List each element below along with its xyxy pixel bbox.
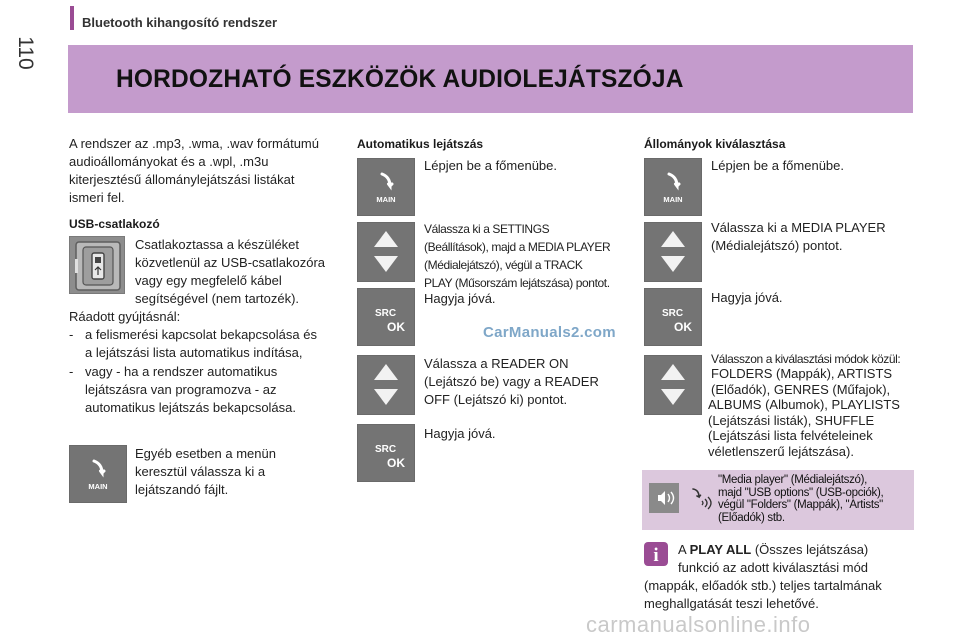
main-button-icon (644, 158, 702, 216)
info-rest: (Összes lejátszása) (751, 542, 869, 557)
info-prefix: A (678, 542, 690, 557)
header-title: Bluetooth kihangosító rendszer (82, 15, 278, 30)
info-icon (644, 542, 668, 566)
usb-connector-icon (69, 236, 125, 294)
voice-line: végül "Folders" (Mappák), "Artists" (718, 499, 883, 511)
step-line: (Lejátszó be) vagy a READER (424, 374, 599, 389)
other-line: Egyéb esetben a menün (135, 446, 276, 461)
file-select-heading: Állományok kiválasztása (644, 137, 786, 151)
up-down-arrows-icon (644, 222, 702, 282)
step-line: (Beállítások), majd a MEDIA PLAYER (424, 240, 611, 254)
info-line: (mappák, előadók stb.) teljes tartalmának (644, 578, 882, 593)
src-label: SRC (375, 308, 397, 319)
file-step1: Lépjen be a főmenübe. (711, 158, 844, 173)
auto-step4 (424, 355, 634, 409)
auto-play-heading: Automatikus lejátszás (357, 137, 484, 151)
step-line: Válassza ki a MEDIA PLAYER (711, 220, 886, 235)
bullet-line: vagy - ha a rendszer automatikus (85, 364, 278, 379)
bullet-line: lejátszásra van programozva - az (85, 382, 277, 397)
src-label: SRC (375, 444, 397, 455)
other-text (135, 445, 335, 499)
intro-line: kiterjesztésű állománylejátszási listákat (69, 172, 295, 187)
src-ok-button-icon (357, 288, 415, 346)
bullet-item (69, 363, 349, 417)
usb-line: vagy egy megfelelő kábel (135, 273, 282, 288)
file-step2 (711, 219, 911, 255)
file-step3: Hagyja jóvá. (711, 290, 783, 305)
usb-line: Csatlakoztassa a készüléket (135, 237, 300, 252)
auto-step2 (424, 220, 634, 292)
auto-step1: Lépjen be a főmenübe. (424, 158, 557, 173)
info-glyph: i (653, 545, 659, 566)
usb-text (135, 236, 340, 308)
bullet-line: automatikus lejátszás bekapcsolása. (85, 400, 297, 415)
info-line: meghallgatását teszi lehetővé. (644, 596, 819, 611)
bullet-marker: - (69, 364, 74, 379)
step-line: (Médialejátszó) pontot. (711, 238, 843, 253)
voice-line: "Media player" (Médialejátszó), (718, 474, 868, 486)
info-second-line: funkció az adott kiválasztási mód (678, 560, 869, 575)
voice-line: (Előadók) stb. (718, 511, 785, 524)
main-button-icon (357, 158, 415, 216)
usb-heading: USB-csatlakozó (69, 217, 160, 231)
speaker-icon (649, 483, 679, 513)
title-banner (68, 45, 913, 113)
auto-step3: Hagyja jóvá. (424, 291, 496, 306)
step-line: (Lejátszási listák), SHUFFLE (708, 412, 875, 428)
step-line: PLAY (Műsorszám lejátszása) pontot. (424, 276, 610, 290)
up-down-arrows-icon (357, 222, 415, 282)
main-label: MAIN (88, 482, 108, 491)
voice-command-box (642, 470, 914, 530)
up-down-arrows-icon (644, 355, 702, 415)
page-number: 110 (14, 36, 37, 70)
info-first-line (678, 541, 918, 559)
auto-step5: Hagyja jóvá. (424, 426, 496, 441)
intro-line: A rendszer az .mp3, .wma, .wav formátumú (69, 136, 319, 151)
ok-label: OK (387, 456, 405, 470)
bullet-item (69, 326, 349, 362)
file-step4-intro: Válasszon a kiválasztási módok közül: (711, 352, 901, 366)
step-line: Válassza a READER ON (424, 356, 569, 371)
src-label: SRC (662, 308, 684, 319)
step-line: ALBUMS (Albumok), PLAYLISTS (708, 397, 900, 412)
step-line: Válassza ki a SETTINGS (424, 222, 550, 236)
main-label: MAIN (663, 195, 683, 204)
intro-text (69, 135, 344, 207)
info-bold: PLAY ALL (689, 542, 752, 557)
bullet-marker: - (69, 327, 74, 342)
info-rest-lines (644, 577, 914, 613)
up-down-arrows-icon (357, 355, 415, 415)
bullet-line: a lejátszási lista automatikus indítása, (85, 345, 303, 360)
step-line: OFF (Lejátszó ki) pontot. (424, 392, 568, 407)
src-ok-button-icon (644, 288, 702, 346)
voice-icon (687, 485, 713, 518)
step-line: (Médialejátszó), végül a TRACK (424, 258, 583, 272)
ok-label: OK (674, 320, 692, 334)
header-accent-bar (70, 6, 74, 30)
usb-line: segítségével (nem tartozék). (135, 291, 300, 306)
main-button-icon (69, 445, 127, 503)
ok-label: OK (387, 320, 405, 334)
src-ok-button-icon (357, 424, 415, 482)
bullet-line: a felismerési kapcsolat bekapcsolása és (85, 327, 317, 342)
main-label: MAIN (376, 195, 396, 204)
other-line: keresztül válassza ki a (135, 464, 266, 479)
step-line: FOLDERS (Mappák), ARTISTS (711, 366, 893, 381)
voice-command-text (718, 474, 914, 524)
page-title: HORDOZHATÓ ESZKÖZÖK AUDIOLEJÁTSZÓJA (116, 65, 684, 93)
other-line: lejátszandó fájlt. (135, 482, 229, 497)
ignition-text: Ráadott gyújtásnál: (69, 309, 181, 324)
intro-line: ismeri fel. (69, 190, 125, 205)
step-line: (Előadók), GENRES (Műfajok), (711, 381, 891, 397)
step-line: (Lejátszási lista felvételeinek (708, 428, 873, 443)
footer-watermark: carmanualsonline.info (586, 612, 811, 637)
step-line: véletlenszerű lejátszása). (708, 443, 854, 459)
file-step4 (708, 366, 918, 459)
voice-line: majd "USB options" (USB-opciók), (718, 486, 884, 499)
usb-line: közvetlenül az USB-csatlakozóra (135, 255, 326, 270)
intro-line: audioállományokat és a .wpl, .m3u (69, 154, 269, 169)
watermark: CarManuals2.com (483, 324, 616, 341)
